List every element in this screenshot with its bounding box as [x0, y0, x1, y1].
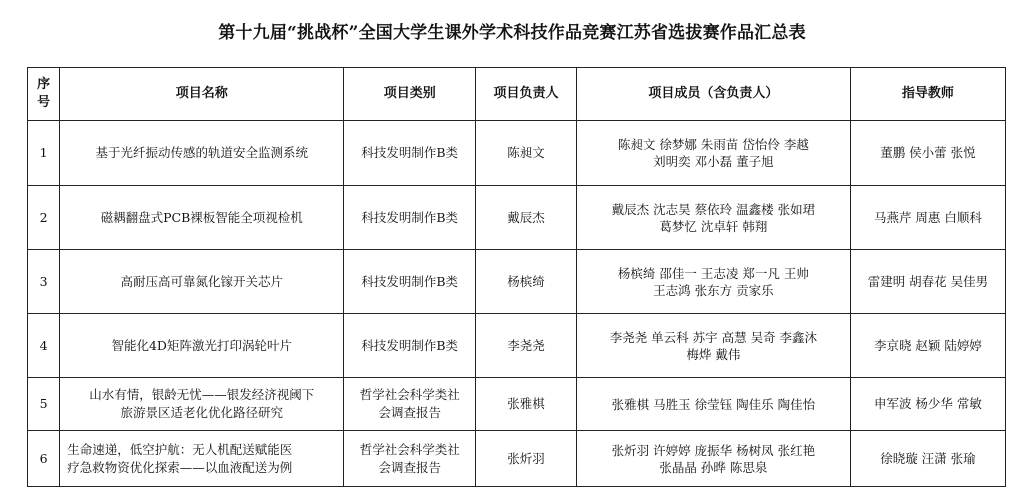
cell-project-name: 磁耦翻盘式PCB裸板智能全项视检机: [60, 186, 344, 250]
cell-members: [576, 186, 850, 250]
cell-advisor: 董鹏 侯小蕾 张悦: [850, 121, 1005, 186]
cell-members: [576, 314, 850, 378]
cell-members: [576, 250, 850, 314]
header-seq: 序号: [28, 68, 60, 121]
cell-project-type: 科技发明制作B类: [344, 186, 476, 250]
header-leader: 项目负责人: [476, 68, 577, 121]
project-name-line: 山水有情，银龄无忧——银发经济视阈下: [89, 387, 315, 402]
cell-project-type: [344, 431, 476, 487]
project-type-line: 会调查报告: [378, 459, 441, 475]
cell-advisor: 马燕芹 周惠 白顺科: [850, 186, 1005, 250]
members-line: 葛梦忆 沈卓轩 韩翔: [659, 218, 768, 234]
table-row: [28, 314, 1006, 378]
project-name-line: 疗急救物资优化探索——以血液配送为例: [67, 459, 293, 475]
cell-leader: 杨槟绮: [476, 250, 577, 314]
cell-seq: 6: [28, 431, 60, 487]
cell-project-type: 科技发明制作B类: [344, 121, 476, 186]
cell-project-type: [344, 378, 476, 431]
cell-project-name: [60, 431, 344, 487]
cell-seq: 4: [28, 314, 60, 378]
cell-members: [576, 121, 850, 186]
cell-advisor: 李京晓 赵颖 陆婷婷: [850, 314, 1005, 378]
members-line: 杨槟绮 邵佳一 王志凌 郑一凡 王帅: [617, 265, 809, 281]
project-type-line: 会调查报告: [378, 405, 441, 420]
header-name: 项目名称: [60, 68, 344, 121]
project-name-line: 旅游景区适老化优化路径研究: [120, 405, 283, 420]
cell-seq: 1: [28, 121, 60, 186]
cell-project-name: 高耐压高可靠氮化镓开关芯片: [60, 250, 344, 314]
cell-leader: 张雅棋: [476, 378, 577, 431]
project-type-line: 哲学社会科学类社: [359, 387, 460, 402]
cell-seq: 2: [28, 186, 60, 250]
cell-project-type: 科技发明制作B类: [344, 314, 476, 378]
header-row: [28, 68, 1006, 121]
cell-advisor: 申军波 杨少华 常敏: [850, 378, 1005, 431]
project-name-line: 生命速递，低空护航：无人机配送赋能医: [67, 441, 293, 457]
cell-members: [576, 378, 850, 431]
table-row: [28, 121, 1006, 186]
project-type-line: 哲学社会科学类社: [359, 441, 460, 457]
header-advisor: 指导教师: [850, 68, 1005, 121]
header-type: 项目类别: [344, 68, 476, 121]
members-line: 李尧尧 单云科 苏宇 高慧 吴奇 李鑫沐: [609, 329, 818, 345]
cell-seq: 5: [28, 378, 60, 431]
members-line: 陈昶文 徐梦娜 朱雨苗 岱怡伶 李越: [617, 137, 809, 152]
header-members: 项目成员（含负责人）: [576, 68, 850, 121]
members-line: 梅烨 戴伟: [686, 346, 741, 362]
cell-advisor: 雷建明 胡春花 吴佳男: [850, 250, 1005, 314]
cell-project-name: 智能化4D矩阵激光打印涡轮叶片: [60, 314, 344, 378]
members-line: 张炘羽 许婷婷 庞振华 杨树凤 张红艳: [611, 442, 816, 458]
cell-project-name: 基于光纤振动传感的轨道安全监测系统: [60, 121, 344, 186]
cell-leader: 张炘羽: [476, 431, 577, 487]
page-title: 第十九届“挑战杯”全国大学生课外学术科技作品竞赛江苏省选拔赛作品汇总表: [218, 23, 806, 43]
members-line: 刘明奕 邓小磊 董子旭: [653, 154, 774, 169]
members-line: 戴辰杰 沈志昊 蔡依玲 温鑫楼 张如珺: [611, 201, 816, 217]
cell-members: [576, 431, 850, 487]
members-line: 张晶晶 孙晔 陈思泉: [659, 459, 768, 475]
members-line: 张雅棋 马胜玉 徐莹钰 陶佳乐 陶佳怡: [611, 396, 816, 412]
cell-project-type: 科技发明制作B类: [344, 250, 476, 314]
table-row: [28, 186, 1006, 250]
members-line: 王志鸿 张东方 贡家乐: [653, 282, 774, 298]
cell-leader: 戴辰杰: [476, 186, 577, 250]
summary-table: [27, 67, 1006, 487]
cell-project-name: [60, 378, 344, 431]
cell-seq: 3: [28, 250, 60, 314]
table-row: [28, 378, 1006, 431]
table-row: [28, 250, 1006, 314]
table-row: [28, 431, 1006, 487]
cell-leader: 陈昶文: [476, 121, 577, 186]
cell-advisor: 徐晓璇 汪潇 张瑜: [850, 431, 1005, 487]
cell-leader: 李尧尧: [476, 314, 577, 378]
